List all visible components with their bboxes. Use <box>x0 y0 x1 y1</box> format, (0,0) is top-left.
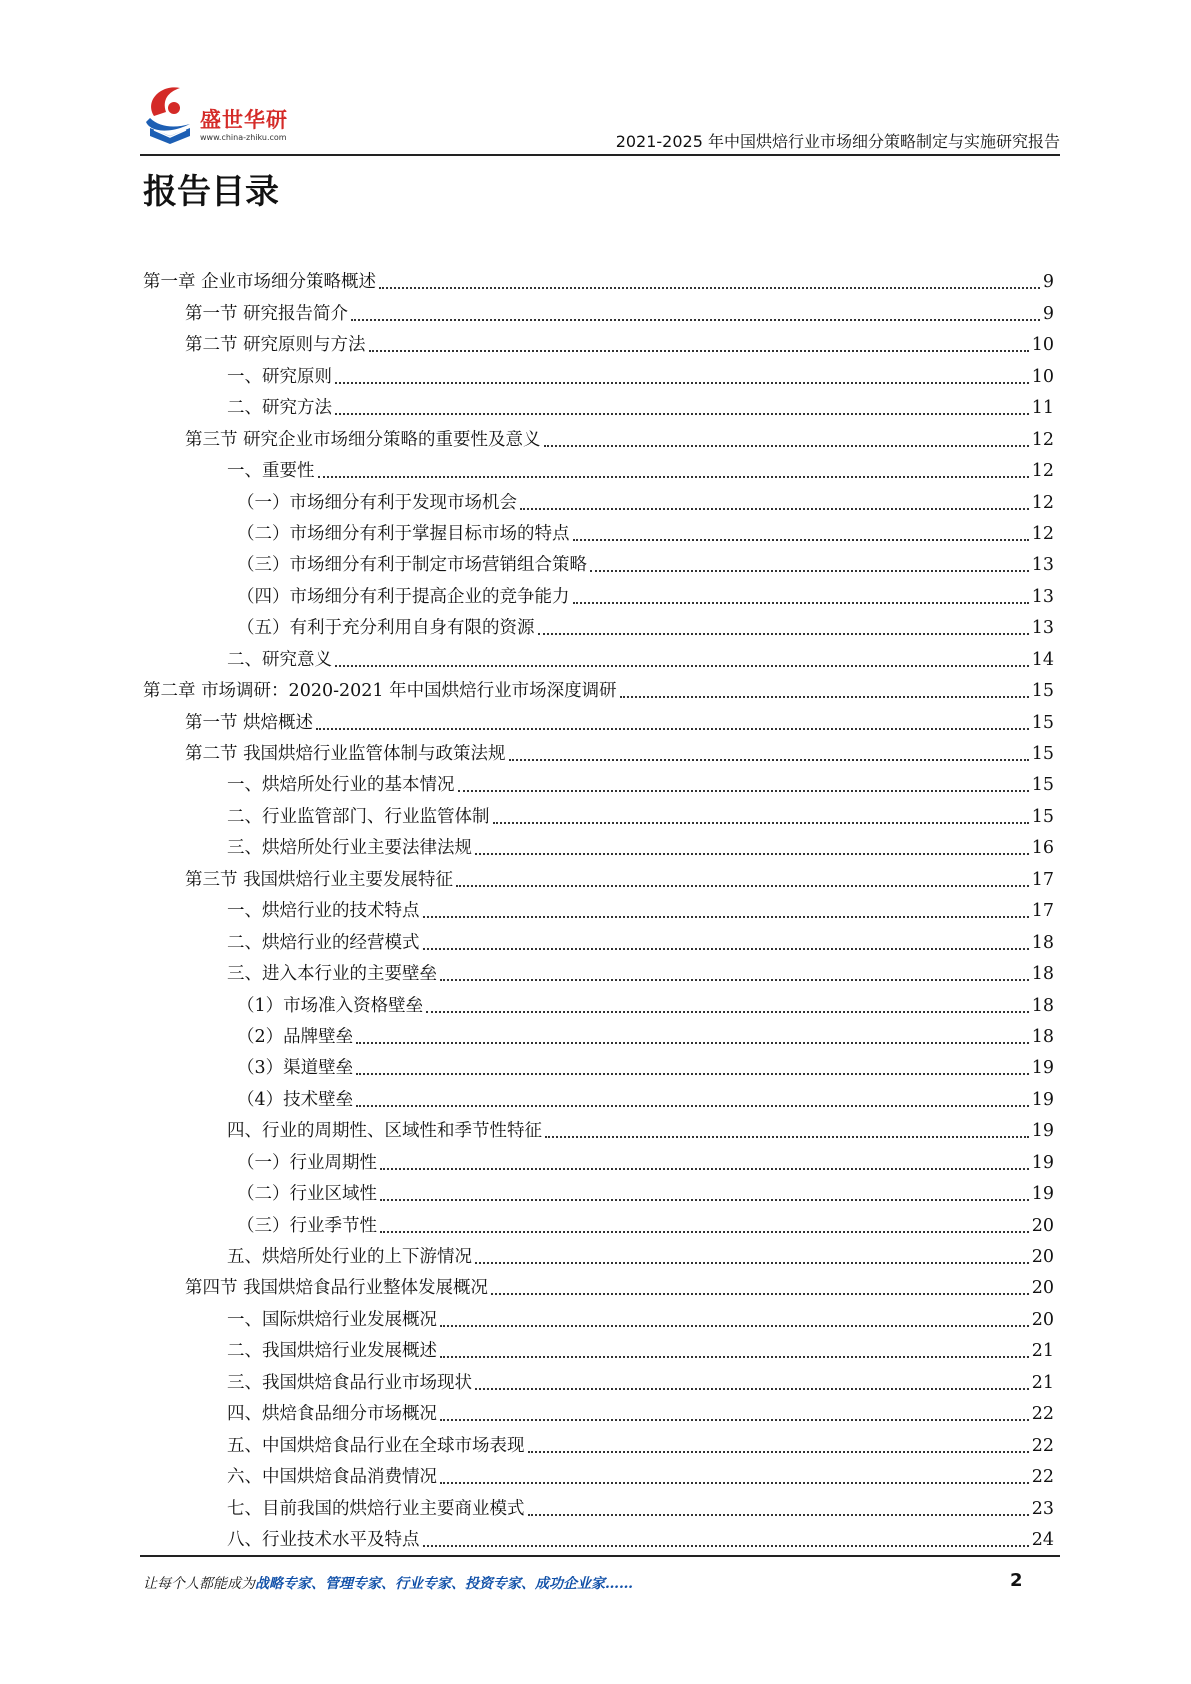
toc-entry-page: 12 <box>1031 492 1054 513</box>
toc-entry-label: 第三节 我国烘焙行业主要发展特征 <box>185 869 454 890</box>
toc-entry[interactable] <box>143 325 1054 356</box>
toc-leader-dots <box>335 412 1029 415</box>
toc-entry[interactable] <box>143 262 1054 293</box>
toc-leader-dots <box>538 632 1029 635</box>
toc-entry-label: （1）市场准入资格壁垒 <box>237 995 424 1016</box>
toc-leader-dots <box>423 947 1029 950</box>
toc-entry[interactable] <box>143 1394 1054 1425</box>
toc-entry-page: 22 <box>1031 1435 1054 1456</box>
page-header <box>140 78 1060 158</box>
toc-entry-label: （五）有利于充分利用自身有限的资源 <box>237 618 535 639</box>
toc-leader-dots <box>423 915 1029 918</box>
toc-entry[interactable] <box>143 796 1054 827</box>
toc-leader-dots <box>520 507 1029 510</box>
toc-leader-dots <box>440 1355 1029 1358</box>
toc-entry-label: 二、研究方法 <box>227 398 332 419</box>
toc-entry-label: 七、目前我国的烘焙行业主要商业模式 <box>227 1498 525 1519</box>
toc-leader-dots <box>590 569 1029 572</box>
toc-entry-label: 三、进入本行业的主要壁垒 <box>227 964 437 985</box>
toc-entry-label: 第一节 研究报告简介 <box>185 303 349 324</box>
toc-entry-label: （一）行业周期性 <box>237 1152 377 1173</box>
toc-entry-label: 第四节 我国烘焙食品行业整体发展概况 <box>185 1278 489 1299</box>
toc-entry-page: 11 <box>1031 398 1054 419</box>
toc-entry[interactable] <box>143 1488 1054 1519</box>
toc-entry-page: 21 <box>1031 1341 1054 1362</box>
toc-entry-label: （三）行业季节性 <box>237 1215 377 1236</box>
toc-leader-dots <box>440 978 1029 981</box>
toc-entry-label: （一）市场细分有利于发现市场机会 <box>237 492 517 513</box>
toc-entry-label: 第一章 企业市场细分策略概述 <box>143 272 377 293</box>
toc-entry-label: 三、烘焙所处行业主要法律法规 <box>227 838 472 859</box>
toc-entry[interactable] <box>143 545 1054 576</box>
toc-entry-label: 五、烘焙所处行业的上下游情况 <box>227 1247 472 1267</box>
toc-entry-page: 16 <box>1031 838 1054 859</box>
toc-entry[interactable] <box>143 388 1054 419</box>
toc-leader-dots <box>491 1292 1029 1295</box>
toc-entry-page: 18 <box>1031 932 1054 953</box>
toc-entry-page: 10 <box>1031 366 1054 387</box>
toc-entry-page: 17 <box>1031 869 1054 890</box>
toc-entry[interactable] <box>143 482 1054 513</box>
toc-entry-page: 15 <box>1031 744 1054 764</box>
toc-entry-label: 一、重要性 <box>227 461 315 482</box>
toc-entry[interactable] <box>143 891 1054 922</box>
toc-entry[interactable] <box>143 702 1054 733</box>
toc-entry[interactable] <box>143 1299 1054 1330</box>
toc-leader-dots <box>573 538 1029 541</box>
toc-leader-dots <box>380 1230 1029 1233</box>
toc-entry[interactable] <box>143 859 1054 890</box>
toc-entry-label: （四）市场细分有利于提高企业的竞争能力 <box>237 586 570 607</box>
toc-entry-page: 15 <box>1031 775 1054 796</box>
toc-entry-label: 第二节 我国烘焙行业监管体制与政策法规 <box>185 744 506 764</box>
toc-entry-label: 一、研究原则 <box>227 366 332 387</box>
toc-entry-page: 15 <box>1031 806 1054 827</box>
toc-entry-page: 18 <box>1031 995 1054 1016</box>
toc-entry-label: 二、我国烘焙行业发展概述 <box>227 1341 437 1362</box>
toc-entry-label: 第二章 市场调研：2020-2021 年中国烘焙行业市场深度调研 <box>143 681 617 702</box>
toc-entry-page: 15 <box>1031 681 1054 702</box>
toc-entry[interactable] <box>143 1205 1054 1236</box>
toc-entry-label: （3）渠道壁垒 <box>237 1058 354 1079</box>
toc-entry-page: 12 <box>1031 523 1054 544</box>
toc-entry[interactable] <box>143 985 1054 1016</box>
logo-url: www.china-zhiku.com <box>200 133 287 142</box>
toc-entry[interactable] <box>143 1142 1054 1173</box>
toc-entry[interactable] <box>143 608 1054 639</box>
toc-leader-dots <box>440 1481 1029 1484</box>
toc-entry-page: 10 <box>1031 335 1054 356</box>
toc-entry-page: 18 <box>1031 964 1054 985</box>
toc-entry-page: 13 <box>1031 555 1054 576</box>
toc-leader-dots <box>316 727 1029 730</box>
toc-leader-dots <box>356 1072 1029 1075</box>
toc-entry-page: 17 <box>1031 901 1054 922</box>
toc-entry-label: 八、行业技术水平及特点 <box>227 1529 420 1550</box>
toc-entry-page: 9 <box>1042 303 1054 324</box>
toc-leader-dots <box>509 758 1029 761</box>
toc-entry-label: 五、中国烘焙食品行业在全球市场表现 <box>227 1435 525 1456</box>
toc-leader-dots <box>544 444 1029 447</box>
toc-entry[interactable] <box>143 1362 1054 1393</box>
page-number: 2 <box>1010 1570 1023 1591</box>
toc-entry[interactable] <box>143 1268 1054 1299</box>
toc-entry[interactable] <box>143 639 1054 670</box>
toc-leader-dots <box>493 821 1029 824</box>
toc-entry[interactable] <box>143 1111 1054 1142</box>
toc-entry[interactable] <box>143 954 1054 985</box>
toc-leader-dots <box>620 695 1029 698</box>
toc-entry-label: 四、行业的周期性、区域性和季节性特征 <box>227 1121 542 1142</box>
toc-entry[interactable] <box>143 576 1054 607</box>
toc-leader-dots <box>423 1544 1029 1547</box>
toc-leader-dots <box>335 664 1029 667</box>
toc-entry-page: 15 <box>1031 712 1054 733</box>
toc-entry[interactable] <box>143 514 1054 545</box>
toc-entry-label: 一、烘焙所处行业的基本情况 <box>227 775 455 796</box>
company-logo <box>140 78 310 150</box>
toc-entry-page: 20 <box>1031 1278 1054 1299</box>
toc-leader-dots <box>426 1010 1029 1013</box>
toc-entry-page: 20 <box>1031 1309 1054 1330</box>
toc-entry-page: 19 <box>1031 1184 1054 1205</box>
toc-leader-dots <box>318 475 1029 478</box>
toc-entry[interactable] <box>143 356 1054 387</box>
toc-leader-dots <box>356 1041 1029 1044</box>
toc-leader-dots <box>335 381 1029 384</box>
toc-entry-page: 18 <box>1031 1026 1054 1047</box>
toc-leader-dots <box>440 1418 1029 1421</box>
toc-entry[interactable] <box>143 1237 1054 1268</box>
toc-leader-dots <box>369 349 1029 352</box>
toc-entry-label: 第一节 烘焙概述 <box>185 712 314 733</box>
toc-leader-dots <box>456 884 1029 887</box>
toc-entry-page: 19 <box>1031 1058 1054 1079</box>
logo-name: 盛世华研 <box>200 108 288 132</box>
toc-entry-label: 二、研究意义 <box>227 649 332 670</box>
toc-leader-dots <box>458 789 1029 792</box>
toc-leader-dots <box>573 601 1029 604</box>
toc-leader-dots <box>440 1324 1029 1327</box>
toc-leader-dots <box>379 286 1040 289</box>
toc-entry[interactable] <box>143 1017 1054 1048</box>
toc-entry-page: 20 <box>1031 1247 1054 1267</box>
toc-entry[interactable] <box>143 1174 1054 1205</box>
toc-entry-label: （二）行业区域性 <box>237 1184 377 1205</box>
toc-entry-label: 二、行业监管部门、行业监管体制 <box>227 806 490 827</box>
toc-entry-label: 一、国际烘焙行业发展概况 <box>227 1309 437 1330</box>
toc-entry-label: 三、我国烘焙食品行业市场现状 <box>227 1372 472 1393</box>
toc-entry-label: （三）市场细分有利于制定市场营销组合策略 <box>237 555 587 576</box>
toc-entry-page: 13 <box>1031 618 1054 639</box>
toc-leader-dots <box>380 1198 1029 1201</box>
toc-leader-dots <box>528 1450 1029 1453</box>
toc-leader-dots <box>545 1135 1029 1138</box>
header-divider <box>140 154 1060 156</box>
toc-entry-page: 14 <box>1031 649 1054 670</box>
toc-entry[interactable] <box>143 734 1054 765</box>
toc-entry-label: 二、烘焙行业的经营模式 <box>227 932 420 953</box>
toc-entry[interactable] <box>143 1079 1054 1110</box>
toc-entry-label: 六、中国烘焙食品消费情况 <box>227 1467 437 1488</box>
toc-leader-dots <box>356 1104 1029 1107</box>
toc-entry-label: （2）品牌壁垒 <box>237 1026 354 1047</box>
toc-entry-page: 24 <box>1031 1529 1054 1550</box>
toc-entry-page: 23 <box>1031 1498 1054 1519</box>
toc-leader-dots <box>475 1387 1029 1390</box>
footer-slogan-prefix: 让每个人都能成为 <box>143 1576 255 1592</box>
toc-entry-label: （4）技术壁垒 <box>237 1089 354 1110</box>
toc-leader-dots <box>475 1261 1029 1264</box>
toc-entry-label: 四、烘焙食品细分市场概况 <box>227 1404 437 1425</box>
toc-entry-page: 19 <box>1031 1121 1054 1142</box>
toc-entry[interactable] <box>143 451 1054 482</box>
toc-entry-page: 19 <box>1031 1089 1054 1110</box>
toc-entry-page: 19 <box>1031 1152 1054 1173</box>
toc-entry-page: 9 <box>1042 272 1054 293</box>
toc-entry-label: 第二节 研究原则与方法 <box>185 335 366 356</box>
toc-entry[interactable] <box>143 765 1054 796</box>
toc-leader-dots <box>380 1167 1029 1170</box>
toc-leader-dots <box>475 852 1029 855</box>
report-title: 2021-2025 年中国烘焙行业市场细分策略制定与实施研究报告 <box>615 132 1060 151</box>
toc-entry-page: 12 <box>1031 461 1054 482</box>
toc-entry-page: 12 <box>1031 429 1054 450</box>
toc-entry-label: 第三节 研究企业市场细分策略的重要性及意义 <box>185 429 541 450</box>
toc-entry-page: 22 <box>1031 1467 1054 1488</box>
toc-entry[interactable] <box>143 671 1054 702</box>
toc-entry[interactable] <box>143 293 1054 324</box>
toc-entry-page: 13 <box>1031 586 1054 607</box>
toc-entry[interactable] <box>143 1457 1054 1488</box>
toc-leader-dots <box>351 318 1040 321</box>
toc-entry[interactable] <box>143 828 1054 859</box>
toc-entry[interactable] <box>143 922 1054 953</box>
footer-slogan <box>143 1573 633 1593</box>
book-logo-icon <box>140 78 200 150</box>
toc-entry-page: 22 <box>1031 1404 1054 1425</box>
toc-entry-label: （二）市场细分有利于掌握目标市场的特点 <box>237 523 570 544</box>
table-of-contents <box>143 262 1054 1551</box>
toc-entry-page: 20 <box>1031 1215 1054 1236</box>
toc-leader-dots <box>528 1513 1029 1516</box>
footer-slogan-highlight: 战略专家、管理专家、行业专家、投资专家、成功企业家…… <box>255 1576 633 1592</box>
toc-entry[interactable] <box>143 1331 1054 1362</box>
toc-entry[interactable] <box>143 419 1054 450</box>
toc-entry-page: 21 <box>1031 1372 1054 1393</box>
toc-entry[interactable] <box>143 1425 1054 1456</box>
toc-heading: 报告目录 <box>143 172 279 212</box>
toc-entry-label: 一、烘焙行业的技术特点 <box>227 901 420 922</box>
toc-entry[interactable] <box>143 1048 1054 1079</box>
footer-divider <box>140 1555 1060 1557</box>
toc-entry[interactable] <box>143 1520 1054 1551</box>
